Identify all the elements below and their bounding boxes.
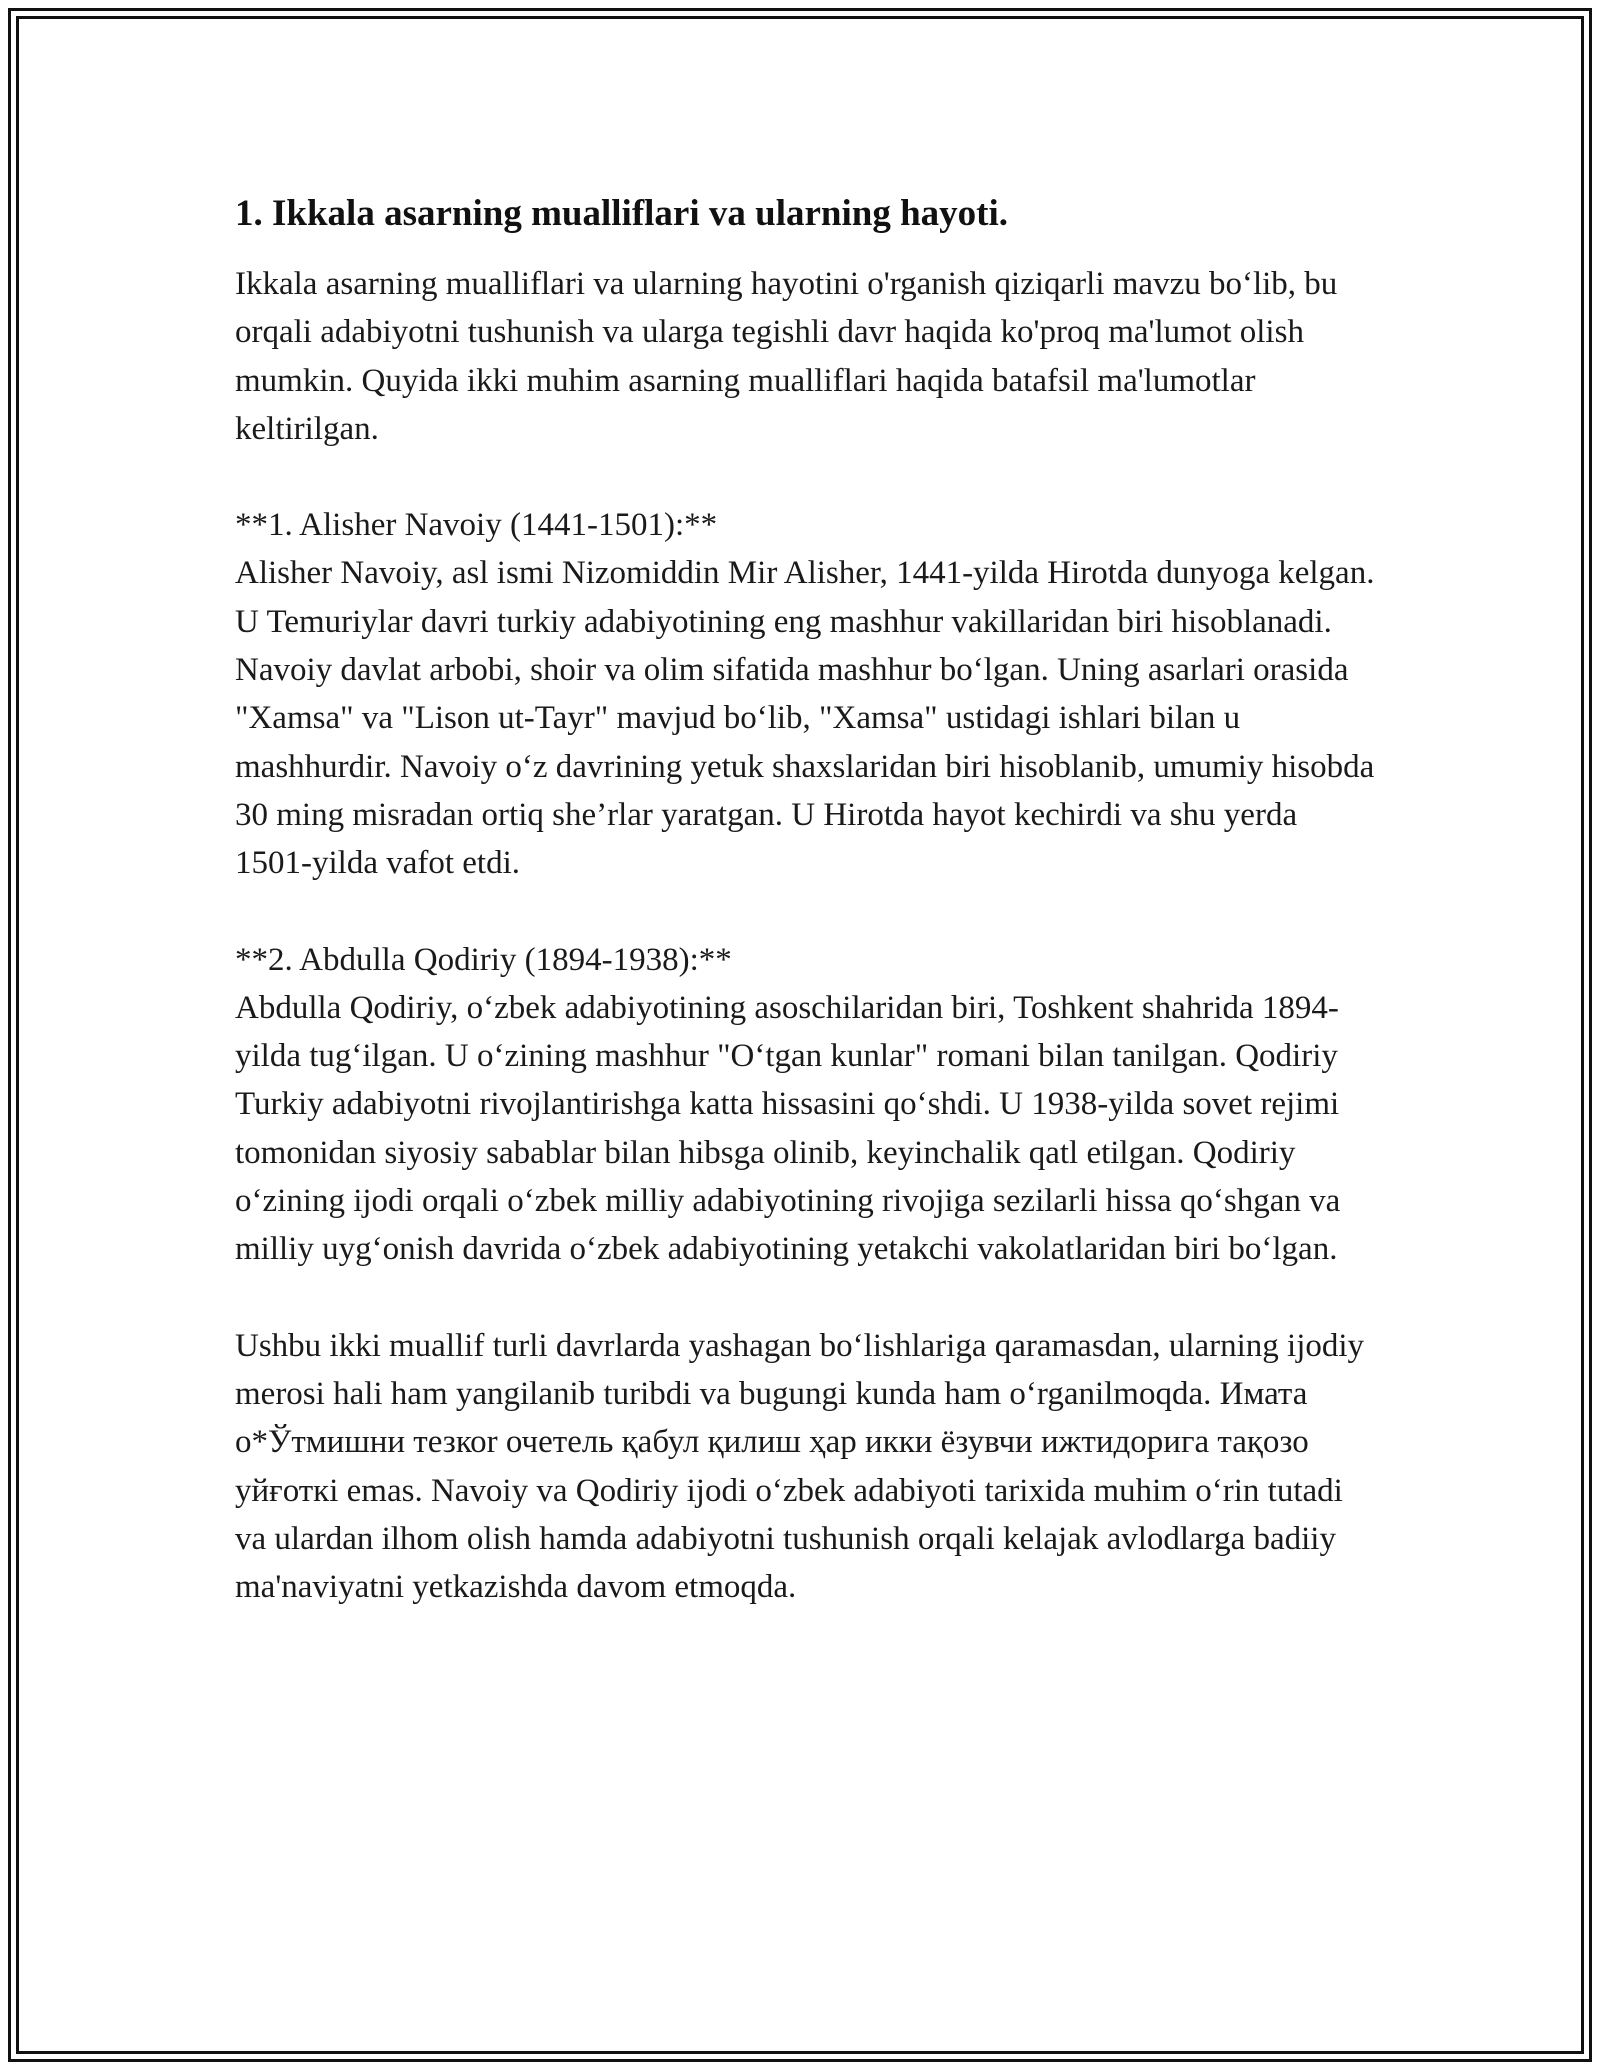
intro-paragraph: Ikkala asarning mualliflari va ularning hayotini o'rganish qiziqarli mavzu bo‘lib, bu orqali adabiyotni tushunish va ularga tegishli davr haqida ko'proq ma'lumot olish mumkin. Quyida ikki muhim asarning mualliflari haqida batafsil ma'lumotlar keltirilgan. <box>235 266 1338 447</box>
conclusion-paragraph: Ushbu ikki muallif turli davrlarda yashagan bo‘lishlariga qaramasdan, ularning ijodiy merosi hali ham yangilanib turibdi va bugungi kunda ham o‘rganilmoqda. Имата о*Ўтмишни тезкоr очетель қабул қилиш ҳар икки ёзувчи ижтидорига тақозо уйғоткі emas. Navoiy va Qodiriy ijodi o‘zbek adabiyoti tarixida muhim o‘rin tutadi va ulardan ilhom olish hamda adabiyotni tushunish orqali kelajak avlodlarga badiiy ma'naviyatni yetkazishda davom etmoqda. <box>235 1327 1365 1606</box>
qodiriy-paragraph: **2. Abdulla Qodiriy (1894-1938):** Abdulla Qodiriy, o‘zbek adabiyotining asoschilaridan biri, Toshkent shahrida 1894-yilda tug‘ilgan. U o‘zining mashhur "O‘tgan kunlar" romani bilan tanilgan. Qodiriy Turkiy adabiyotni rivojlantirishga katta hissasini qo‘shdi. U 1938-yilda sovet rejimi tomonidan siyosiy sabablar bilan hibsga olinib, keyinchalik qatl etilgan. Qodiriy o‘zining ijodi orqali o‘zbek milliy adabiyotining rivojiga sezilarli hissa qo‘shgan va milliy uyg‘onish davrida o‘zbek adabiyotining yetakchi vakolatlaridan biri bo‘lgan. <box>235 941 1341 1268</box>
section-heading: 1. Ikkala asarning mualliflari va ularning hayoti. <box>235 193 1009 234</box>
document-body <box>235 188 1380 1659</box>
navoiy-paragraph: **1. Alisher Navoiy (1441-1501):** Alisher Navoiy, asl ismi Nizomiddin Mir Alisher, 1441-yilda Hirotda dunyoga kelgan. U Temuriylar davri turkiy adabiyotining eng mashhur vakillaridan biri hisoblanadi. Navoiy davlat arbobi, shoir va olim sifatida mashhur bo‘lgan. Uning asarlari orasida "Xamsa" va "Lison ut-Tayr" mavjud bo‘lib, "Xamsa" ustidagi ishlari bilan u mashhurdir. Navoiy o‘z davrining yetuk shaxslaridan biri hisoblanib, umumiy hisobda 30 ming misradan ortiq she’rlar yaratgan. U Hirotda hayot kechirdi va shu yerda 1501-yilda vafot etdi. <box>235 507 1375 882</box>
